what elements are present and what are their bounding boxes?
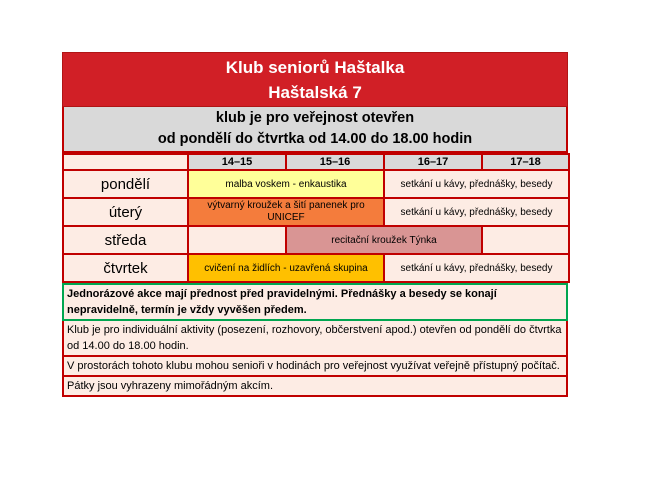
day-label: čtvrtek — [63, 254, 188, 282]
schedule-table — [62, 153, 570, 283]
opening-hours — [62, 107, 568, 153]
time-header-row — [63, 154, 569, 170]
activity-cell: setkání u kávy, přednášky, besedy — [384, 170, 569, 198]
time-slot-header: 15–16 — [286, 154, 384, 170]
note-one-off-events: Jednorázové akce mají přednost před pravidelnými. Přednášky a besedy se konají nepravidelně, termín je vždy vyvěšen předem. — [62, 283, 568, 321]
day-label: úterý — [63, 198, 188, 226]
day-label: středa — [63, 226, 188, 254]
activity-cell: setkání u kávy, přednášky, besedy — [384, 254, 569, 282]
club-title — [62, 52, 568, 107]
time-slot-header: 16–17 — [384, 154, 482, 170]
opening-hours-line1: klub je pro veřejnost otevřen — [215, 110, 415, 126]
note-individual-activities: Klub je pro individuální aktivity (posezení, rozhovory, občerstvení apod.) otevřen od pondělí do čtvrtka od 14.00 do 18.00 hodin. — [62, 321, 568, 357]
opening-hours-line2: od pondělí do čtvrtka od 14.00 do 18.00 hodin — [157, 131, 473, 147]
club-title-line1: Klub seniorů Haštalka — [225, 58, 405, 77]
day-row-monday — [63, 170, 569, 198]
header-corner — [63, 154, 188, 170]
club-title-line2: Haštalská 7 — [268, 83, 362, 102]
day-label: pondělí — [63, 170, 188, 198]
time-slot-header: 17–18 — [482, 154, 569, 170]
activity-cell: výtvarný kroužek a šití panenek pro UNICEF — [188, 198, 384, 226]
activity-cell: setkání u kávy, přednášky, besedy — [384, 198, 569, 226]
empty-slot — [482, 226, 569, 254]
day-row-wednesday — [63, 226, 569, 254]
activity-cell: malba voskem - enkaustika — [188, 170, 384, 198]
day-row-thursday — [63, 254, 569, 282]
time-slot-header: 14–15 — [188, 154, 286, 170]
note-fridays: Pátky jsou vyhrazeny mimořádným akcím. — [62, 377, 568, 397]
activity-cell: recitační kroužek Týnka — [286, 226, 482, 254]
empty-slot — [188, 226, 286, 254]
activity-cell: cvičení na židlích - uzavřená skupina — [188, 254, 384, 282]
day-row-tuesday — [63, 198, 569, 226]
club-schedule-sheet — [62, 52, 568, 397]
note-public-computer: V prostorách tohoto klubu mohou senioři v hodinách pro veřejnost využívat veřejně přístupný počítač. — [62, 357, 568, 377]
